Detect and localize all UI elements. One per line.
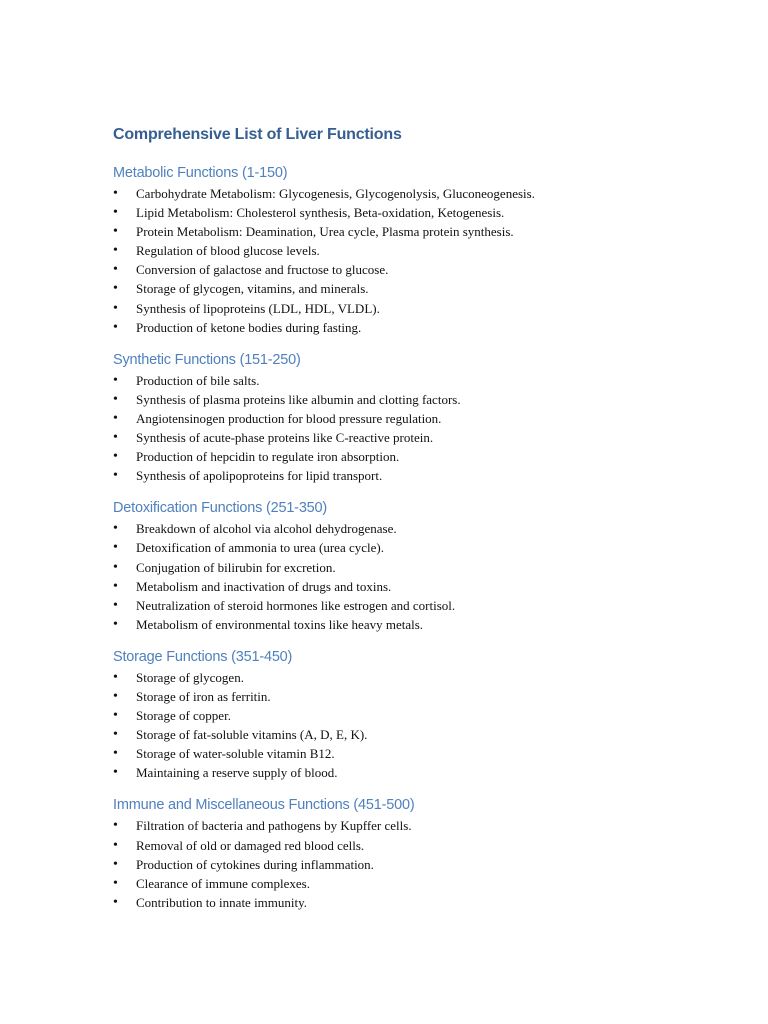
bullet-icon: •	[113, 616, 118, 632]
bullet-list	[113, 519, 733, 634]
bullet-icon: •	[113, 391, 118, 407]
section-heading: Synthetic Functions (151-250)	[113, 351, 301, 368]
list-item-text: Maintaining a reserve supply of blood.	[136, 765, 338, 781]
bullet-icon: •	[113, 224, 118, 240]
list-item	[113, 816, 733, 835]
list-item-text: Conversion of galactose and fructose to glucose.	[136, 262, 389, 278]
bullet-icon: •	[113, 540, 118, 556]
bullet-icon: •	[113, 319, 118, 335]
list-item	[113, 706, 733, 725]
list-item	[113, 318, 733, 337]
bullet-list	[113, 816, 733, 911]
list-item-text: Conjugation of bilirubin for excretion.	[136, 559, 336, 575]
section-heading: Immune and Miscellaneous Functions (451-500)	[113, 797, 415, 814]
list-item-text: Metabolism and inactivation of drugs and toxins.	[136, 578, 392, 594]
bullet-icon: •	[113, 818, 118, 834]
bullet-list	[113, 668, 733, 783]
list-item-text: Angiotensinogen production for blood pressure regulation.	[136, 410, 442, 426]
document-title: Comprehensive List of Liver Functions	[113, 126, 402, 143]
bullet-icon: •	[113, 521, 118, 537]
list-item-text: Detoxification of ammonia to urea (urea cycle).	[136, 540, 384, 556]
sections-container	[113, 163, 733, 912]
list-item-text: Regulation of blood glucose levels.	[136, 243, 320, 259]
bullet-icon: •	[113, 205, 118, 221]
bullet-icon: •	[113, 578, 118, 594]
bullet-icon: •	[113, 708, 118, 724]
list-item	[113, 744, 733, 763]
list-item	[113, 687, 733, 706]
bullet-icon: •	[113, 468, 118, 484]
document-content	[113, 124, 733, 925]
section	[113, 795, 733, 911]
section	[113, 350, 733, 486]
list-item	[113, 615, 733, 634]
bullet-icon: •	[113, 688, 118, 704]
bullet-icon: •	[113, 765, 118, 781]
list-item-text: Storage of glycogen.	[136, 669, 244, 685]
list-item	[113, 260, 733, 279]
list-item	[113, 203, 733, 222]
list-item	[113, 222, 733, 241]
list-item	[113, 596, 733, 615]
list-item-text: Production of cytokines during inflammation.	[136, 856, 374, 872]
bullet-icon: •	[113, 410, 118, 426]
list-item	[113, 184, 733, 203]
list-item	[113, 558, 733, 577]
bullet-icon: •	[113, 243, 118, 259]
list-item	[113, 874, 733, 893]
list-item-text: Filtration of bacteria and pathogens by Kupffer cells.	[136, 818, 412, 834]
list-item-text: Removal of old or damaged red blood cells.	[136, 837, 365, 853]
list-item-text: Protein Metabolism: Deamination, Urea cycle, Plasma protein synthesis.	[136, 224, 514, 240]
list-item-text: Production of hepcidin to regulate iron absorption.	[136, 449, 400, 465]
list-item-text: Neutralization of steroid hormones like estrogen and cortisol.	[136, 597, 456, 613]
bullet-icon: •	[113, 856, 118, 872]
list-item	[113, 279, 733, 298]
bullet-icon: •	[113, 837, 118, 853]
list-item	[113, 577, 733, 596]
list-item	[113, 538, 733, 557]
list-item-text: Synthesis of lipoproteins (LDL, HDL, VLDL).	[136, 300, 380, 316]
bullet-icon: •	[113, 449, 118, 465]
bullet-list	[113, 184, 733, 337]
bullet-icon: •	[113, 597, 118, 613]
list-item	[113, 668, 733, 687]
bullet-icon: •	[113, 559, 118, 575]
section-heading: Metabolic Functions (1-150)	[113, 165, 288, 181]
bullet-icon: •	[113, 281, 118, 297]
list-item-text: Storage of iron as ferritin.	[136, 688, 271, 704]
section	[113, 498, 733, 634]
section-heading: Detoxification Functions (251-350)	[113, 500, 328, 517]
list-item	[113, 371, 733, 390]
list-item	[113, 299, 733, 318]
list-item-text: Production of bile salts.	[136, 372, 260, 388]
list-item-text: Breakdown of alcohol via alcohol dehydrogenase.	[136, 521, 397, 537]
bullet-icon: •	[113, 430, 118, 446]
list-item-text: Carbohydrate Metabolism: Glycogenesis, Glycogenolysis, Gluconeogenesis.	[136, 186, 535, 201]
list-item	[113, 466, 733, 485]
bullet-icon: •	[113, 875, 118, 891]
list-item	[113, 447, 733, 466]
bullet-icon: •	[113, 894, 118, 910]
list-item	[113, 519, 733, 538]
bullet-icon: •	[113, 727, 118, 743]
list-item-text: Lipid Metabolism: Cholesterol synthesis, Beta-oxidation, Ketogenesis.	[136, 205, 505, 221]
list-item-text: Storage of water-soluble vitamin B12.	[136, 746, 335, 762]
list-item	[113, 428, 733, 447]
list-item-text: Synthesis of plasma proteins like albumin and clotting factors.	[136, 391, 461, 407]
bullet-list	[113, 371, 733, 486]
list-item	[113, 855, 733, 874]
bullet-icon: •	[113, 186, 118, 201]
list-item	[113, 409, 733, 428]
list-item-text: Contribution to innate immunity.	[136, 894, 308, 910]
list-item	[113, 836, 733, 855]
bullet-icon: •	[113, 669, 118, 685]
list-item	[113, 893, 733, 912]
section	[113, 163, 733, 337]
list-item-text: Storage of copper.	[136, 708, 231, 724]
list-item-text: Synthesis of apolipoproteins for lipid transport.	[136, 468, 383, 484]
bullet-icon: •	[113, 300, 118, 316]
list-item-text: Metabolism of environmental toxins like heavy metals.	[136, 616, 424, 632]
list-item-text: Clearance of immune complexes.	[136, 875, 310, 891]
list-item	[113, 390, 733, 409]
list-item	[113, 763, 733, 782]
bullet-icon: •	[113, 746, 118, 762]
list-item-text: Synthesis of acute-phase proteins like C-reactive protein.	[136, 430, 434, 446]
list-item-text: Production of ketone bodies during fasting.	[136, 319, 362, 335]
list-item-text: Storage of glycogen, vitamins, and minerals.	[136, 281, 369, 297]
list-item-text: Storage of fat-soluble vitamins (A, D, E, K).	[136, 727, 368, 743]
bullet-icon: •	[113, 262, 118, 278]
section	[113, 647, 733, 783]
bullet-icon: •	[113, 372, 118, 388]
list-item	[113, 241, 733, 260]
section-heading: Storage Functions (351-450)	[113, 648, 293, 665]
list-item	[113, 725, 733, 744]
